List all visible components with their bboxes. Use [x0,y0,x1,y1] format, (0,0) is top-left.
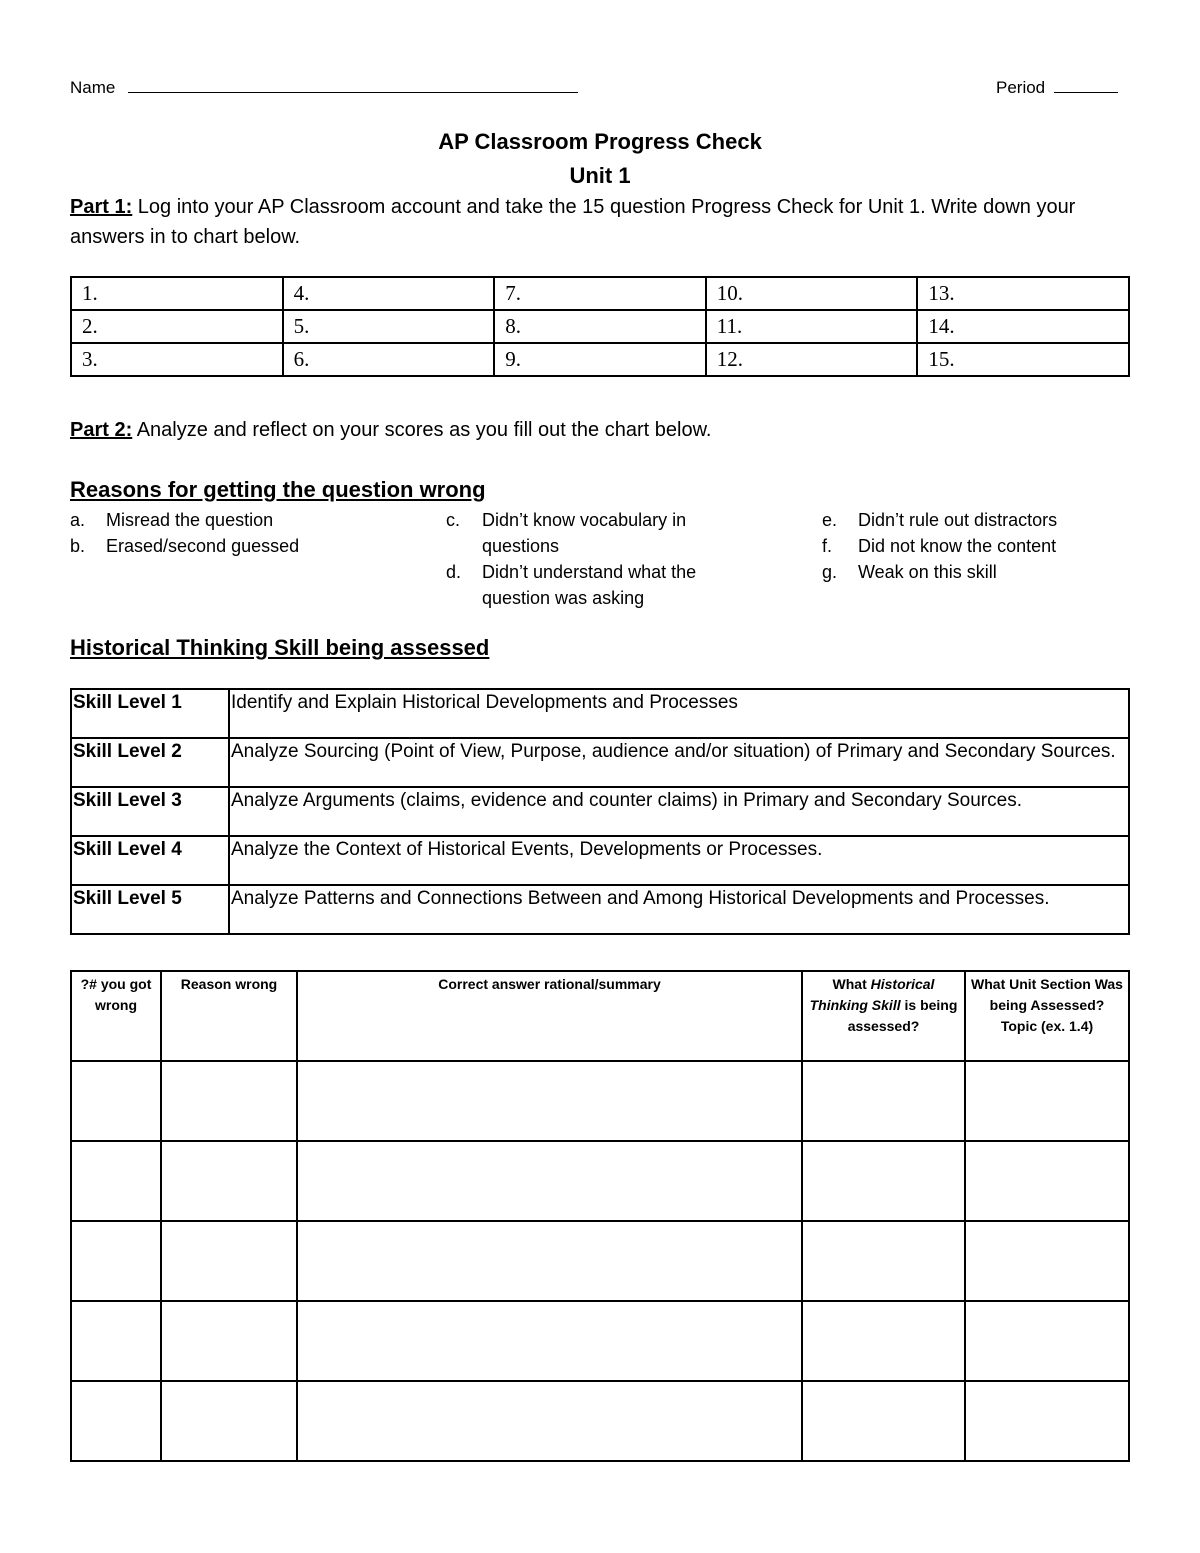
answer-grid-row [71,277,1129,310]
unit-section-cell[interactable] [965,1061,1129,1141]
col-correct-answer: Correct answer rational/summary [297,971,802,1061]
reason-letter: g. [822,562,838,582]
skills-heading: Historical Thinking Skill being assessed [70,635,490,660]
reflection-row [71,1381,1129,1461]
col-skill-text-b: Historical Thinking Skill [809,976,935,1013]
reason-letter: f. [822,536,833,556]
correct-answer-cell[interactable] [297,1221,802,1301]
name-blank[interactable] [128,76,578,93]
skill-cell[interactable] [802,1221,965,1301]
reflection-row [71,1221,1129,1301]
page-subtitle: Unit 1 [569,163,631,188]
answer-cell[interactable]: 7. [494,277,706,310]
reasons-col-1 [70,507,400,559]
answer-grid [70,276,1130,377]
skill-cell[interactable] [802,1381,965,1461]
reason-wrong-cell[interactable] [161,1141,297,1221]
skills-table [70,688,1130,935]
unit-section-cell[interactable] [965,1221,1129,1301]
skill-cell[interactable] [802,1061,965,1141]
skill-level: Skill Level 2 [71,738,229,787]
answer-cell[interactable]: 3. [71,343,283,376]
reason-text: Misread the question [106,510,274,530]
reason-letter: d. [446,562,462,582]
name-label: Name [70,78,116,97]
reason-wrong-cell[interactable] [161,1381,297,1461]
skill-description: Analyze Patterns and Connections Between and Among Historical Developments and Processes. [229,885,1129,934]
reasons-col-2 [446,507,746,611]
reasons-heading: Reasons for getting the question wrong [70,477,486,502]
reason-letter: a. [70,510,86,530]
part1-instructions [70,192,1140,252]
col-reason-wrong: Reason wrong [161,971,297,1061]
unit-section-cell[interactable] [965,1381,1129,1461]
reason-item [446,559,746,611]
period-blank[interactable] [1054,76,1118,93]
page-title: AP Classroom Progress Check [438,129,762,154]
reason-wrong-cell[interactable] [161,1301,297,1381]
skill-cell[interactable] [802,1301,965,1381]
answer-cell[interactable]: 14. [917,310,1129,343]
reason-item [822,533,1122,559]
unit-section-cell[interactable] [965,1301,1129,1381]
reason-item [70,533,400,559]
skill-row [71,738,1129,787]
skill-description: Analyze Arguments (claims, evidence and counter claims) in Primary and Secondary Sources. [229,787,1129,836]
reason-item [70,507,400,533]
col-skill-assessed [802,971,965,1061]
skill-level: Skill Level 4 [71,836,229,885]
reason-letter: e. [822,510,838,530]
col-unit-section: What Unit Section Was being Assessed? Topic (ex. 1.4) [965,971,1129,1061]
answer-cell[interactable]: 2. [71,310,283,343]
part2-label: Part 2: [70,419,133,441]
skill-row [71,787,1129,836]
skill-description: Identify and Explain Historical Developments and Processes [229,689,1129,738]
answer-cell[interactable]: 15. [917,343,1129,376]
answer-cell[interactable]: 12. [706,343,918,376]
col-skill-text-a: What [832,976,871,992]
answer-cell[interactable]: 11. [706,310,918,343]
reason-item [822,507,1122,533]
reason-text: Didn’t rule out distractors [858,510,1058,530]
skill-row [71,689,1129,738]
answer-cell[interactable]: 5. [283,310,495,343]
skill-row [71,836,1129,885]
reason-text: Did not know the content [858,536,1057,556]
col-question-number: ?# you got wrong [71,971,161,1061]
answer-grid-row [71,343,1129,376]
question-number-cell[interactable] [71,1301,161,1381]
correct-answer-cell[interactable] [297,1301,802,1381]
skill-cell[interactable] [802,1141,965,1221]
question-number-cell[interactable] [71,1061,161,1141]
skill-description: Analyze the Context of Historical Events, Developments or Processes. [229,836,1129,885]
skill-level: Skill Level 1 [71,689,229,738]
period-field[interactable] [996,76,1118,98]
reflection-table [70,970,1130,1462]
name-field[interactable] [70,76,578,98]
answer-cell[interactable]: 8. [494,310,706,343]
reason-text: Weak on this skill [858,562,997,582]
answer-cell[interactable]: 9. [494,343,706,376]
period-label: Period [996,78,1046,97]
skill-row [71,885,1129,934]
reflection-header-row [71,971,1129,1061]
part1-text: Log into your AP Classroom account and take the 15 question Progress Check for Unit 1. Write down your answers in to chart below. [70,196,1076,248]
answer-cell[interactable]: 1. [71,277,283,310]
correct-answer-cell[interactable] [297,1381,802,1461]
reason-wrong-cell[interactable] [161,1061,297,1141]
reason-item [446,507,746,559]
skill-level: Skill Level 5 [71,885,229,934]
question-number-cell[interactable] [71,1141,161,1221]
reason-letter: c. [446,510,461,530]
reason-text: Erased/second guessed [106,536,300,556]
part1-label: Part 1: [70,196,133,218]
reason-wrong-cell[interactable] [161,1221,297,1301]
unit-section-cell[interactable] [965,1141,1129,1221]
reflection-row [71,1301,1129,1381]
correct-answer-cell[interactable] [297,1061,802,1141]
correct-answer-cell[interactable] [297,1141,802,1221]
part2-instructions [70,415,1140,445]
reflection-row [71,1141,1129,1221]
reflection-row [71,1061,1129,1141]
reason-text: Didn’t understand what the question was asking [482,562,697,608]
answer-grid-row [71,310,1129,343]
answer-cell[interactable]: 10. [706,277,918,310]
answer-cell[interactable]: 6. [283,343,495,376]
col-skill-text-c: is being assessed? [847,997,958,1034]
skill-level: Skill Level 3 [71,787,229,836]
reasons-col-3 [822,507,1122,585]
reason-text: Didn’t know vocabulary in questions [482,510,687,556]
skill-description: Analyze Sourcing (Point of View, Purpose, audience and/or situation) of Primary and Secondary Sources. [229,738,1129,787]
answer-cell[interactable]: 13. [917,277,1129,310]
reason-letter: b. [70,536,86,556]
question-number-cell[interactable] [71,1221,161,1301]
part2-text: Analyze and reflect on your scores as you fill out the chart below. [132,419,712,441]
reason-item [822,559,1122,585]
answer-cell[interactable]: 4. [283,277,495,310]
question-number-cell[interactable] [71,1381,161,1461]
